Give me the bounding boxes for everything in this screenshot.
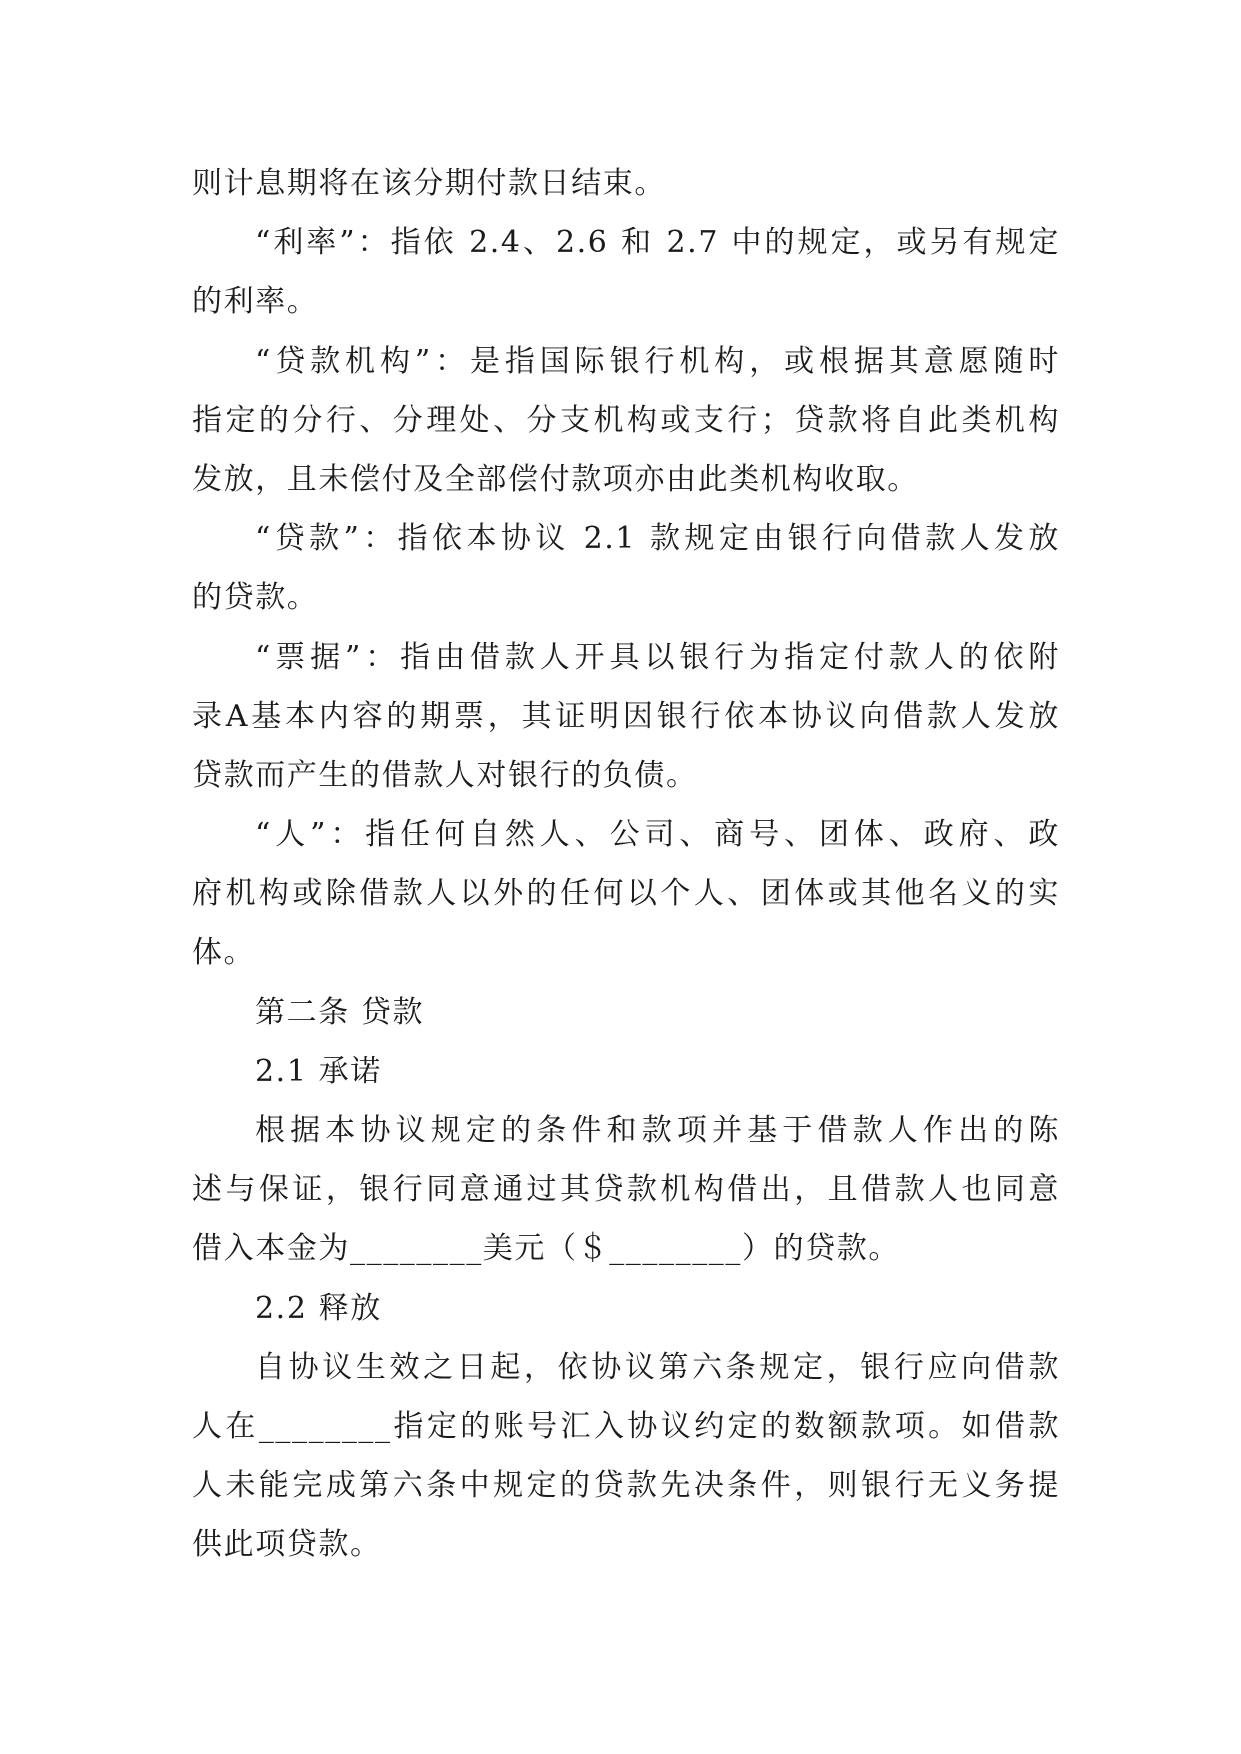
paragraph-line: 自协议生效之日起，依协议第六条规定，银行应向借款	[255, 1349, 1060, 1385]
paragraph-line: 则计息期将在该分期付款日结束。	[192, 166, 666, 201]
paragraph-line: 的贷款。	[192, 580, 319, 616]
paragraph-line: 发放，且未偿付及全部偿付款项亦由此类机构收取。	[192, 461, 919, 497]
paragraph-line: “贷款”：指依本协议 2.1 款规定由银行向借款人发放	[255, 521, 1060, 557]
paragraph-line: “票据”：指由借款人开具以银行为指定付款人的依附	[255, 639, 1060, 675]
section-commitment	[192, 1042, 1060, 1279]
paragraph-line: “利率”：指依 2.4、2.6 和 2.7 中的规定，或另有规定	[255, 225, 1060, 261]
paragraph-line: “贷款机构”：是指国际银行机构，或根据其意愿随时	[255, 343, 1060, 379]
definition-loan	[192, 509, 1060, 627]
paragraph-line: 府机构或除借款人以外的任何以个人、团体或其他名义的实	[192, 876, 1060, 912]
definition-note	[192, 628, 1060, 806]
section-release	[192, 1279, 1060, 1575]
paragraph-line: “人”：指任何自然人、公司、商号、团体、政府、政	[255, 817, 1060, 853]
paragraph-line: 指定的分行、分理处、分支机构或支行；贷款将自此类机构	[192, 402, 1060, 438]
document-body	[192, 154, 1060, 1575]
paragraph-line: 供此项贷款。	[192, 1527, 382, 1563]
definition-person	[192, 805, 1060, 983]
paragraph-line: 人未能完成第六条中规定的贷款先决条件，则银行无义务提	[192, 1468, 1060, 1504]
definition-lending-office	[192, 332, 1060, 510]
paragraph-line: 人在________指定的账号汇入协议约定的数额款项。如借款	[192, 1408, 1060, 1444]
section-heading: 2.2 释放	[255, 1290, 382, 1326]
paragraph-interest-period-end	[192, 154, 1060, 213]
paragraph-line: 根据本协议规定的条件和款项并基于借款人作出的陈	[255, 1113, 1060, 1148]
paragraph-line: 贷款而产生的借款人对银行的负债。	[192, 757, 698, 793]
section-heading: 2.1 承诺	[255, 1053, 382, 1089]
paragraph-line: 的利率。	[192, 284, 319, 320]
article-heading: 第二条 贷款	[255, 994, 425, 1030]
paragraph-line: 述与保证，银行同意通过其贷款机构借出，且借款人也同意	[192, 1172, 1060, 1208]
paragraph-line: 体。	[192, 935, 256, 971]
definition-interest-rate	[192, 213, 1060, 331]
paragraph-line: 录A基本内容的期票，其证明因银行依本协议向借款人发放	[192, 698, 1060, 734]
paragraph-line: 借入本金为________美元（＄________）的贷款。	[192, 1231, 900, 1267]
